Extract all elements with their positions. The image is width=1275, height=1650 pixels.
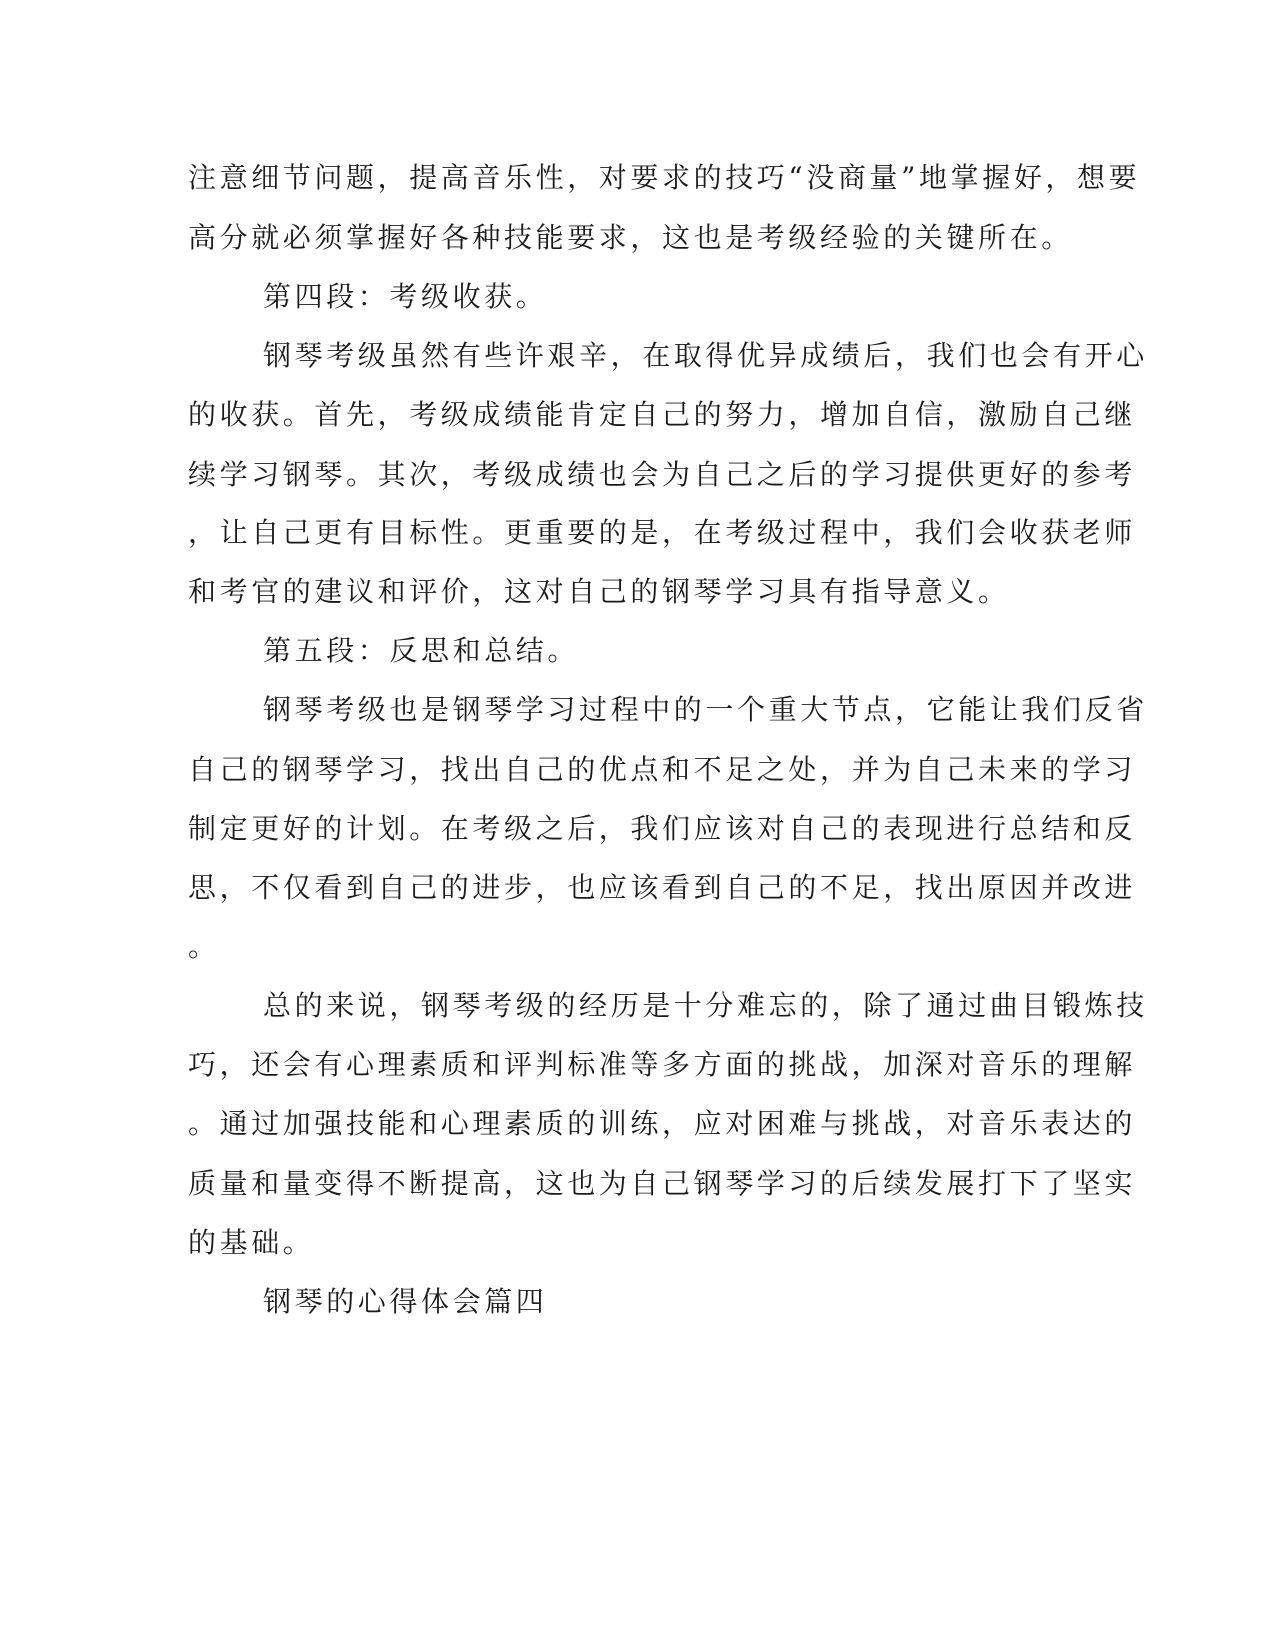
section-heading: 第四段：考级收获。 (263, 280, 548, 313)
section-heading: 第五段：反思和总结。 (263, 634, 580, 667)
text-line: 总的来说，钢琴考级的经历是十分难忘的，除了通过曲目锻炼技 (263, 989, 1148, 1022)
text-line: 注意细节问题，提高音乐性，对要求的技巧“没商量”地掌握好，想要 (188, 161, 1141, 194)
text-line: 高分就必须掌握好各种技能要求，这也是考级经验的关键所在。 (188, 221, 1073, 254)
text-line: 。通过加强技能和心理素质的训练，应对困难与挑战，对音乐表达的 (188, 1107, 1137, 1140)
text-line: 钢琴考级也是钢琴学习过程中的一个重大节点，它能让我们反省 (263, 693, 1148, 726)
text-line: 巧，还会有心理素质和评判标准等多方面的挑战，加深对音乐的理解 (188, 1048, 1137, 1081)
text-line: ，让自己更有目标性。更重要的是，在考级过程中，我们会收获老师 (188, 516, 1137, 549)
text-line: 思，不仅看到自己的进步，也应该看到自己的不足，找出原因并改进 (188, 871, 1137, 904)
text-line: 自己的钢琴学习，找出自己的优点和不足之处，并为自己未来的学习 (188, 753, 1137, 786)
section-title: 钢琴的心得体会篇四 (263, 1285, 548, 1318)
text-line: 制定更好的计划。在考级之后，我们应该对自己的表现进行总结和反 (188, 812, 1137, 845)
text-line: 钢琴考级虽然有些许艰辛，在取得优异成绩后，我们也会有开心 (263, 339, 1148, 372)
text-line: 和考官的建议和评价，这对自己的钢琴学习具有指导意义。 (188, 575, 1010, 608)
text-line: 的基础。 (188, 1226, 315, 1259)
text-line: 。 (188, 930, 220, 963)
text-line: 续学习钢琴。其次，考级成绩也会为自己之后的学习提供更好的参考 (188, 458, 1137, 491)
text-line: 的收获。首先，考级成绩能肯定自己的努力，增加自信，激励自己继 (188, 398, 1137, 431)
text-line: 质量和量变得不断提高，这也为自己钢琴学习的后续发展打下了坚实 (188, 1167, 1137, 1200)
